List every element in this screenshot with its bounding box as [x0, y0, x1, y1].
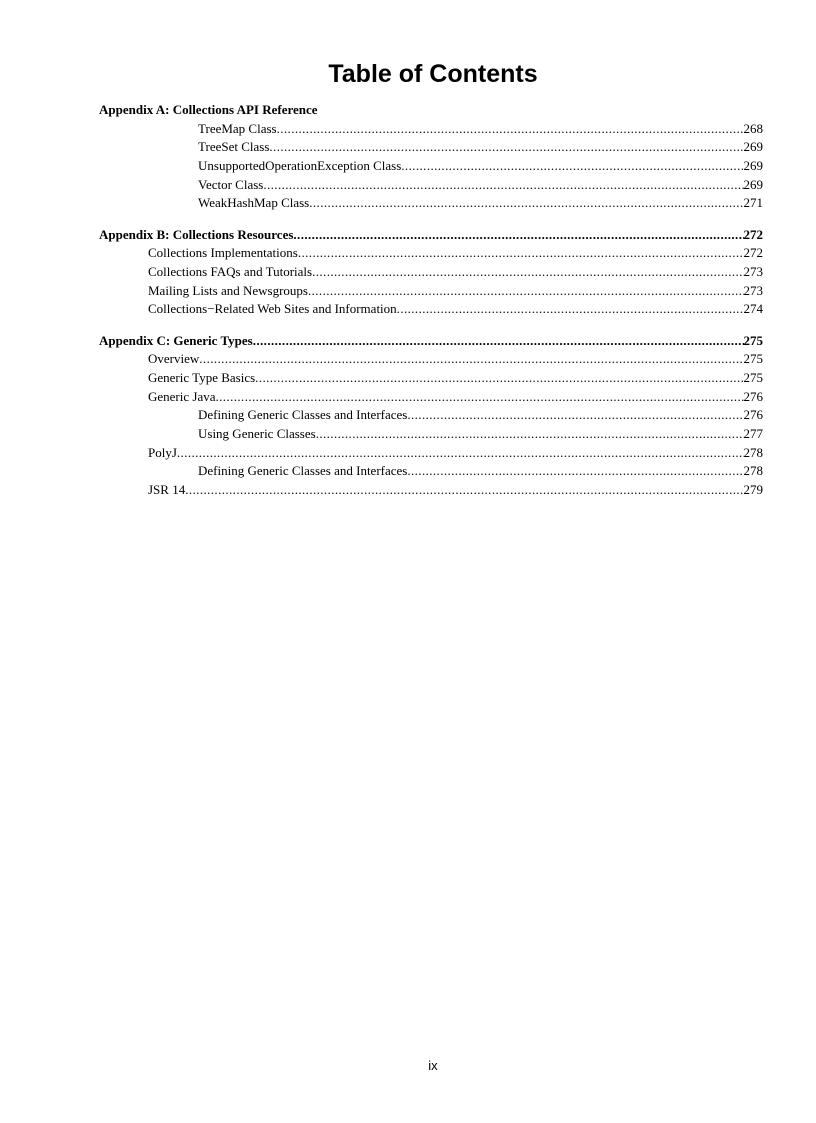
toc-entry[interactable] — [99, 369, 763, 388]
toc-dot-leader — [312, 263, 743, 282]
toc-entry-page: 274 — [743, 301, 763, 317]
toc-entry-page: 272 — [743, 245, 763, 261]
toc-dot-leader — [263, 176, 743, 195]
toc-entry-label: TreeMap Class — [198, 120, 277, 136]
toc-entry[interactable] — [99, 176, 763, 195]
toc-section — [99, 101, 763, 213]
toc-entry-label: UnsupportedOperationException Class — [198, 158, 402, 174]
page-number: ix — [428, 1058, 438, 1073]
toc-heading-label: Appendix A: Collections API Reference — [99, 102, 318, 117]
toc-entry-page: 269 — [743, 176, 763, 192]
toc-heading-label: Appendix B: Collections Resources — [99, 226, 294, 242]
toc-entry-label: JSR 14 — [148, 482, 186, 498]
toc-section-heading[interactable] — [99, 226, 763, 245]
toc-entry-label: WeakHashMap Class — [198, 195, 310, 211]
toc-entry[interactable] — [99, 444, 763, 463]
toc-entry-label: Vector Class — [198, 176, 264, 192]
toc-entry[interactable] — [99, 157, 763, 176]
toc-entry[interactable] — [99, 388, 763, 407]
toc-entry-page: 273 — [743, 282, 763, 298]
toc-entry[interactable] — [99, 263, 763, 282]
toc-dot-leader — [293, 226, 743, 245]
toc-heading-page: 275 — [743, 332, 763, 348]
toc-entry-label: Defining Generic Classes and Interfaces — [198, 463, 408, 479]
toc-entry-label: PolyJ — [148, 444, 177, 460]
table-of-contents — [99, 101, 763, 512]
toc-entry-page: 269 — [743, 158, 763, 174]
toc-entry[interactable] — [99, 350, 763, 369]
toc-entry[interactable] — [99, 462, 763, 481]
toc-entry-page: 276 — [743, 407, 763, 423]
toc-entry[interactable] — [99, 244, 763, 263]
toc-dot-leader — [316, 425, 744, 444]
toc-entry-label: Collections−Related Web Sites and Information — [148, 301, 397, 317]
toc-entry-page: 278 — [743, 444, 763, 460]
toc-entry[interactable] — [99, 425, 763, 444]
toc-section-heading[interactable] — [99, 101, 763, 120]
toc-entry-label: Collections Implementations — [148, 245, 298, 261]
toc-entry-page: 277 — [743, 426, 763, 441]
toc-entry-label: Generic Java — [148, 388, 216, 404]
toc-dot-leader — [277, 120, 744, 139]
toc-entry-label: Mailing Lists and Newsgroups — [148, 282, 308, 298]
toc-dot-leader — [185, 481, 743, 500]
toc-dot-leader — [298, 244, 744, 263]
toc-section — [99, 332, 763, 500]
toc-dot-leader — [397, 300, 744, 319]
toc-dot-leader — [253, 332, 744, 351]
toc-dot-leader — [309, 194, 743, 213]
toc-entry-label: TreeSet Class — [198, 139, 270, 155]
toc-dot-leader — [407, 406, 743, 425]
toc-entry[interactable] — [99, 138, 763, 157]
toc-entry-page: 275 — [743, 351, 763, 367]
toc-entry-label: Generic Type Basics — [148, 369, 256, 385]
toc-entry-page: 269 — [743, 139, 763, 155]
toc-entry[interactable] — [99, 282, 763, 301]
toc-entry-label: Defining Generic Classes and Interfaces — [198, 407, 408, 423]
toc-entry-page: 273 — [743, 264, 763, 279]
toc-entry-page: 275 — [743, 369, 763, 385]
toc-entry-label: Overview — [148, 351, 200, 367]
toc-section-heading[interactable] — [99, 332, 763, 351]
toc-entry-label: Using Generic Classes — [198, 426, 316, 441]
toc-entry-page: 279 — [743, 482, 763, 498]
toc-dot-leader — [177, 444, 744, 463]
toc-dot-leader — [407, 462, 743, 481]
toc-section — [99, 226, 763, 319]
toc-entry-page: 271 — [743, 195, 763, 211]
toc-dot-leader — [255, 369, 743, 388]
toc-entry-label: Collections FAQs and Tutorials — [148, 264, 313, 279]
toc-entry-page: 276 — [743, 388, 763, 404]
toc-entry[interactable] — [99, 300, 763, 319]
page-title: Table of Contents — [328, 60, 538, 88]
toc-entry-page: 268 — [743, 120, 763, 136]
toc-dot-leader — [216, 388, 744, 407]
toc-heading-page: 272 — [743, 226, 763, 242]
toc-entry-page: 278 — [743, 463, 763, 479]
toc-dot-leader — [401, 157, 743, 176]
toc-dot-leader — [308, 282, 744, 301]
toc-heading-label: Appendix C: Generic Types — [99, 332, 253, 348]
toc-dot-leader — [199, 350, 743, 369]
toc-entry[interactable] — [99, 481, 763, 500]
toc-entry[interactable] — [99, 406, 763, 425]
toc-entry[interactable] — [99, 120, 763, 139]
toc-entry[interactable] — [99, 194, 763, 213]
toc-dot-leader — [269, 138, 743, 157]
